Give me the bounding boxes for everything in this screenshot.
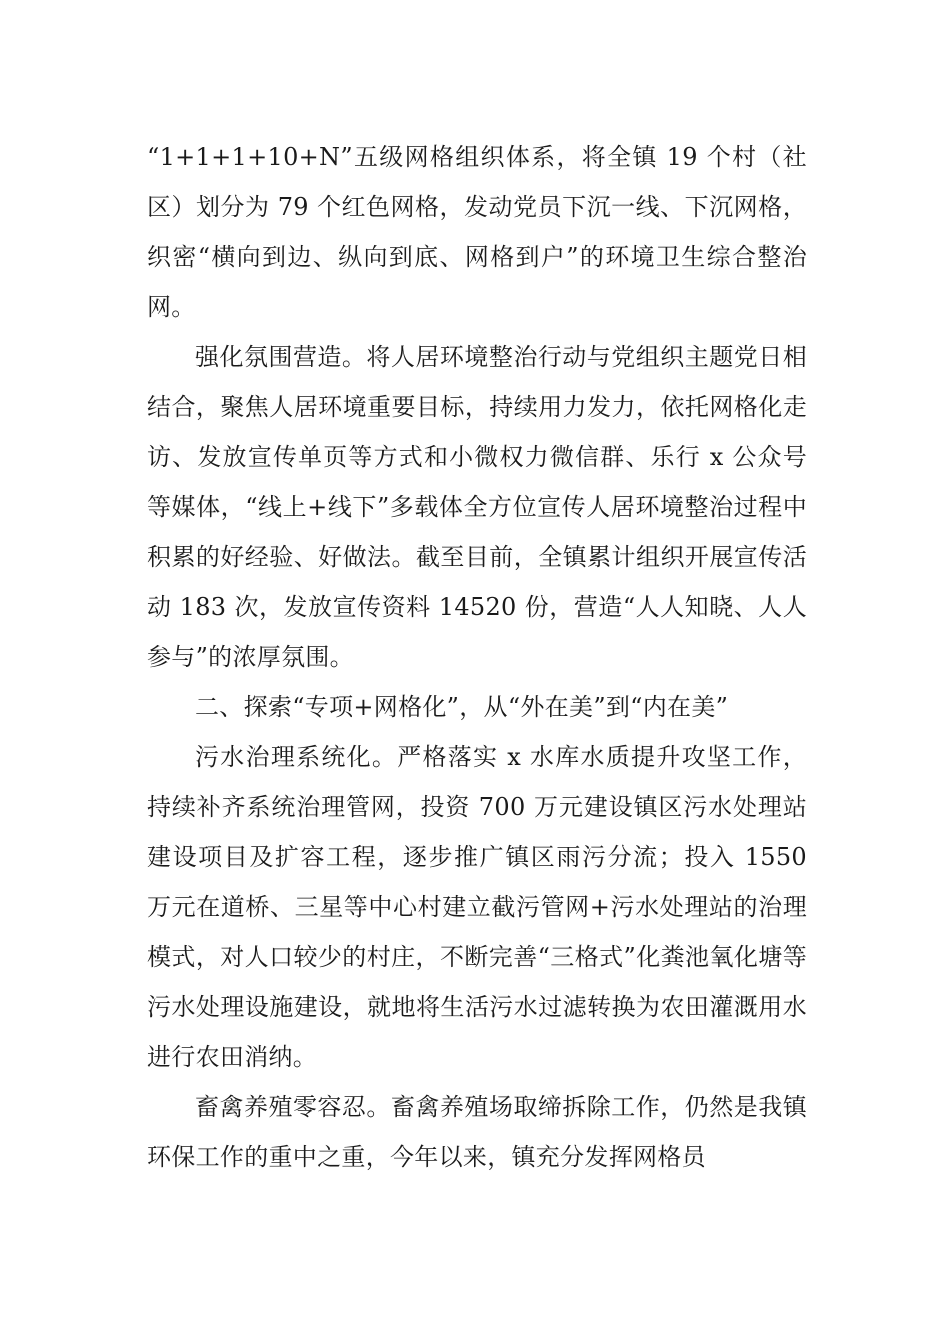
paragraph-grid-system: “1+1+1+10+N”五级网格组织体系，将全镇 19 个村（社区）划分为 79 个红色网格，发动党员下沉一线、下沉网格，织密“横向到边、纵向到底、网格到户”的环境卫生综合整治网。: [147, 143, 807, 321]
section-heading-two: 二、探索“专项+网格化”，从“外在美”到“内在美”: [195, 693, 729, 721]
paragraph-sewage: 污水治理系统化。严格落实 x 水库水质提升攻坚工作，持续补齐系统治理管网，投资 700 万元建设镇区污水处理站建设项目及扩容工程，逐步推广镇区雨污分流；投入 1550 万元在道桥、三星等中心村建立截污管网+污水处理站的治理模式，对人口较少的村庄，不断完善“三格式”化粪池氧化塘等污水处理设施建设，就地将生活污水过滤转换为农田灌溉用水进行农田消纳。: [147, 743, 807, 1071]
document-body: [147, 132, 807, 1182]
paragraph-atmosphere: 强化氛围营造。将人居环境整治行动与党组织主题党日相结合，聚焦人居环境重要目标，持续用力发力，依托网格化走访、发放宣传单页等方式和小微权力微信群、乐行 x 公众号等媒体，“线上+线下”多载体全方位宣传人居环境整治过程中积累的好经验、好做法。截至目前，全镇累计组织开展宣传活动 183 次，发放宣传资料 14520 份，营造“人人知晓、人人参与”的浓厚氛围。: [147, 343, 807, 671]
paragraph-livestock: 畜禽养殖零容忍。畜禽养殖场取缔拆除工作，仍然是我镇环保工作的重中之重，今年以来，镇充分发挥网格员: [147, 1093, 807, 1171]
